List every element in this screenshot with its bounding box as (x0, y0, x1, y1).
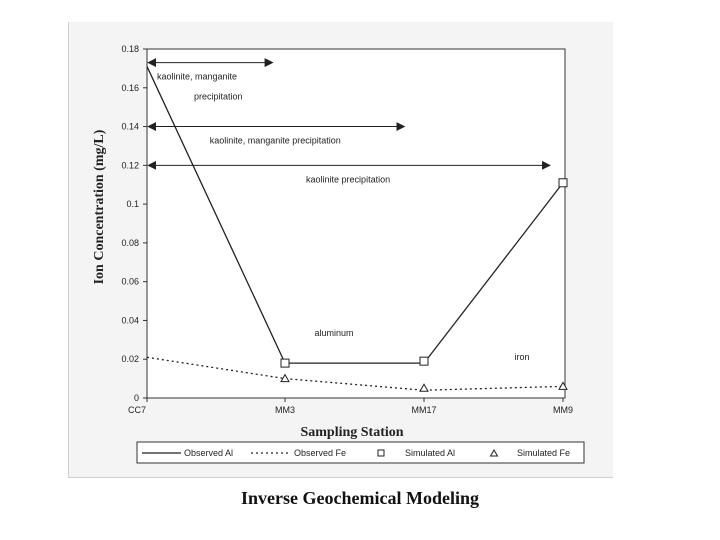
range-label: kaolinite, manganite precipitation (209, 135, 341, 146)
y-axis (121, 44, 147, 403)
y-tick-label: 0.02 (121, 354, 139, 365)
x-tick-label: MM9 (553, 405, 573, 415)
y-tick-label: 0.14 (121, 121, 139, 132)
y-tick-label: 0.08 (121, 237, 139, 248)
annotation-iron: iron (514, 352, 530, 362)
y-tick-label: 0.12 (121, 160, 139, 171)
y-tick-label: 0.1 (126, 199, 139, 210)
x-axis (128, 398, 573, 415)
range-label: precipitation (194, 91, 243, 102)
legend-label-simulated-fe: Simulated Fe (517, 448, 571, 458)
simulated-al-point (281, 359, 289, 367)
y-axis-title: Ion Concentration (mg/L) (92, 129, 107, 285)
scanned-figure (68, 22, 613, 478)
y-tick-label: 0.16 (121, 82, 139, 93)
simulated-al-point (559, 179, 567, 187)
range-label: kaolinite precipitation (306, 174, 391, 185)
ion-concentration-chart (69, 22, 613, 477)
x-axis-title: Sampling Station (300, 425, 404, 440)
y-tick-label: 0 (133, 393, 139, 403)
legend-label-observed-fe: Observed Fe (294, 448, 347, 458)
y-tick-label: 0.04 (121, 315, 139, 326)
legend-label-observed-al: Observed Al (184, 448, 234, 458)
y-tick-label: 0.18 (121, 44, 139, 54)
y-tick-label: 0.06 (121, 276, 139, 287)
legend-label-simulated-al: Simulated Al (405, 448, 456, 458)
range-label: kaolinite, manganite (157, 71, 238, 82)
legend (137, 442, 584, 463)
simulated-al-point (420, 357, 428, 365)
x-tick-label: MM3 (275, 405, 295, 415)
x-tick-label: MM17 (411, 405, 437, 415)
annotation-aluminum: aluminum (314, 328, 354, 338)
figure-caption: Inverse Geochemical Modeling (241, 488, 479, 508)
x-tick-label: CC7 (127, 405, 147, 415)
legend-swatch-simulated-al (378, 450, 384, 456)
